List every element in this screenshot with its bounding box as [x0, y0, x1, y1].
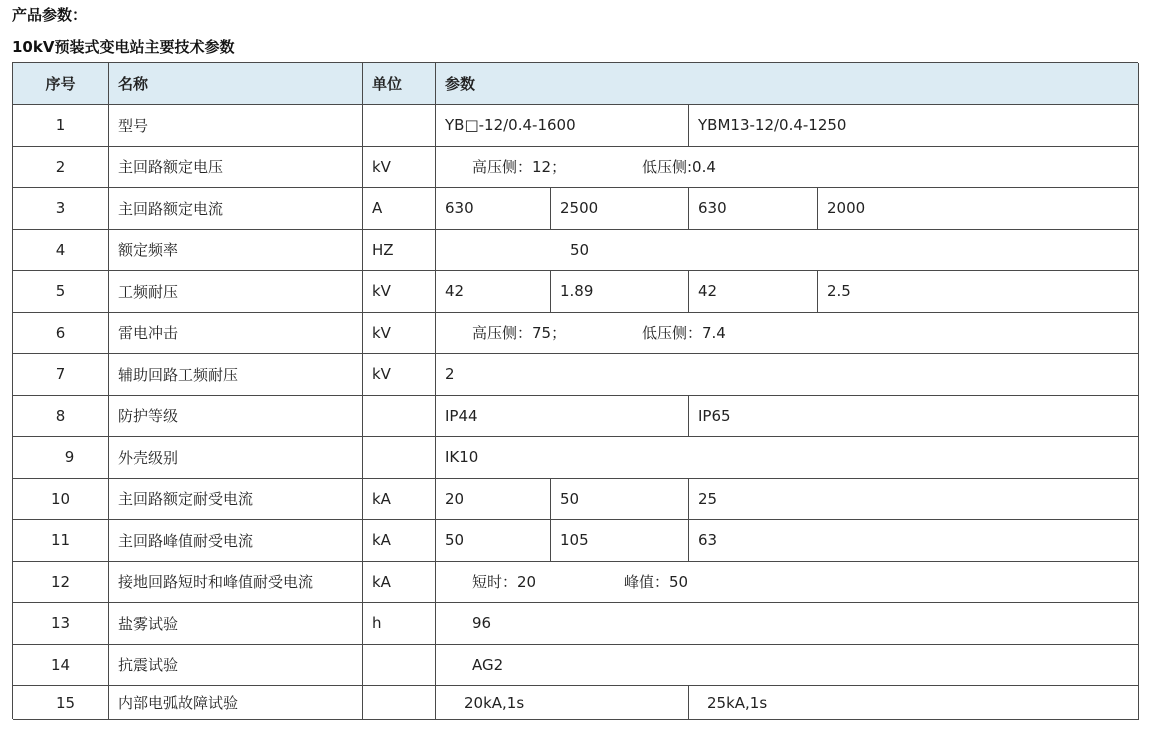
param-cell: 42 — [689, 271, 818, 313]
row-unit — [363, 105, 436, 147]
param-cell: 1.89 — [551, 271, 689, 313]
row-name: 主回路峰值耐受电流 — [109, 520, 363, 562]
row-unit: HZ — [363, 230, 436, 272]
row-no: 11 — [13, 520, 109, 562]
row-unit: kA — [363, 562, 436, 604]
param-cell: 50 — [436, 520, 551, 562]
param-cell: 20kA,1s — [436, 686, 689, 720]
row-no: 2 — [13, 147, 109, 189]
row-unit: kA — [363, 520, 436, 562]
row-unit: kA — [363, 479, 436, 521]
param-cell: 50 — [551, 479, 689, 521]
row-unit: kV — [363, 147, 436, 189]
row-no: 8 — [13, 396, 109, 438]
param-cell — [436, 313, 1139, 355]
param-cell — [436, 562, 1139, 604]
param-cell: 630 — [689, 188, 818, 230]
param-cell: 50 — [436, 230, 1139, 272]
param-text: 短时：20 — [472, 573, 537, 592]
row-unit — [363, 396, 436, 438]
row-unit — [363, 686, 436, 720]
row-unit: A — [363, 188, 436, 230]
param-cell: 2000 — [818, 188, 1139, 230]
row-name: 辅助回路工频耐压 — [109, 354, 363, 396]
row-no: 10 — [13, 479, 109, 521]
row-name: 接地回路短时和峰值耐受电流 — [109, 562, 363, 604]
header-name: 名称 — [109, 63, 363, 105]
row-name: 抗震试验 — [109, 645, 363, 687]
row-name: 型号 — [109, 105, 363, 147]
param-text: 低压侧：7.4 — [642, 324, 726, 343]
row-no: 9 — [13, 437, 109, 479]
row-no: 3 — [13, 188, 109, 230]
param-text: 峰值：50 — [624, 573, 689, 592]
row-no: 6 — [13, 313, 109, 355]
param-cell: 2.5 — [818, 271, 1139, 313]
param-cell: 2500 — [551, 188, 689, 230]
param-text: 高压侧：75； — [472, 324, 567, 343]
table-title: 10kV预装式变电站主要技术参数 — [12, 38, 235, 56]
row-name: 盐雾试验 — [109, 603, 363, 645]
row-name: 主回路额定耐受电流 — [109, 479, 363, 521]
header-params: 参数 — [436, 63, 1139, 105]
param-cell: AG2 — [436, 645, 1139, 687]
param-cell: 2 — [436, 354, 1139, 396]
row-unit: kV — [363, 354, 436, 396]
param-cell: YB□-12/0.4-1600 — [436, 105, 689, 147]
row-unit: kV — [363, 313, 436, 355]
row-no: 7 — [13, 354, 109, 396]
spec-table — [12, 62, 1138, 719]
section-heading: 产品参数： — [12, 6, 88, 24]
param-text: 高压侧：12； — [472, 158, 567, 177]
row-name: 雷电冲击 — [109, 313, 363, 355]
param-cell: IP44 — [436, 396, 689, 438]
param-cell: 63 — [689, 520, 1139, 562]
row-no: 12 — [13, 562, 109, 604]
param-cell: 42 — [436, 271, 551, 313]
param-cell: 105 — [551, 520, 689, 562]
param-cell: IK10 — [436, 437, 1139, 479]
row-no: 14 — [13, 645, 109, 687]
row-name: 额定频率 — [109, 230, 363, 272]
param-cell: 25kA,1s — [689, 686, 1139, 720]
row-unit — [363, 437, 436, 479]
row-unit: h — [363, 603, 436, 645]
row-no: 4 — [13, 230, 109, 272]
row-no: 1 — [13, 105, 109, 147]
param-cell: 96 — [436, 603, 1139, 645]
row-unit — [363, 645, 436, 687]
row-name: 外壳级别 — [109, 437, 363, 479]
param-cell: 20 — [436, 479, 551, 521]
row-no: 15 — [13, 686, 109, 720]
row-name: 主回路额定电压 — [109, 147, 363, 189]
param-cell — [436, 147, 1139, 189]
param-cell: YBM13-12/0.4-1250 — [689, 105, 1139, 147]
row-name: 内部电弧故障试验 — [109, 686, 363, 720]
row-name: 工频耐压 — [109, 271, 363, 313]
row-no: 13 — [13, 603, 109, 645]
row-name: 防护等级 — [109, 396, 363, 438]
param-text: 低压侧:0.4 — [642, 158, 716, 177]
row-no: 5 — [13, 271, 109, 313]
header-unit: 单位 — [363, 63, 436, 105]
row-unit: kV — [363, 271, 436, 313]
param-cell: 630 — [436, 188, 551, 230]
param-cell: 25 — [689, 479, 1139, 521]
param-cell: IP65 — [689, 396, 1139, 438]
header-no: 序号 — [13, 63, 109, 105]
row-name: 主回路额定电流 — [109, 188, 363, 230]
